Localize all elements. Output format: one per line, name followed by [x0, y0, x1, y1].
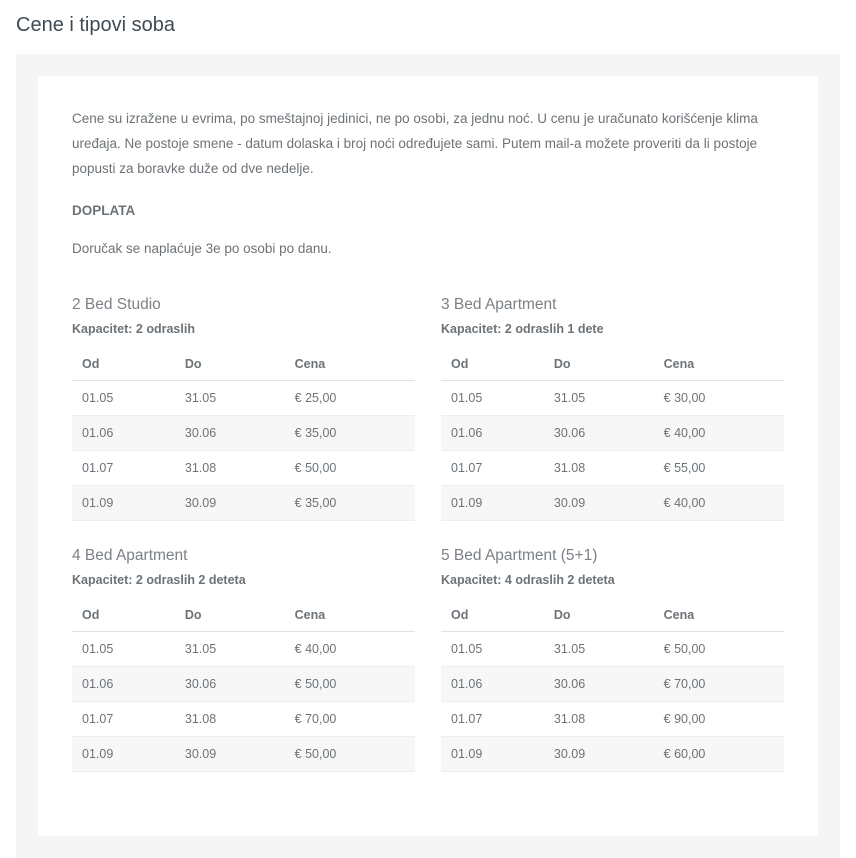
cell-cena: € 50,00 — [285, 451, 415, 486]
table-row — [441, 667, 784, 702]
column-header-cena: Cena — [654, 348, 784, 381]
column-header-cena: Cena — [285, 348, 415, 381]
cell-od: 01.05 — [441, 381, 544, 416]
cell-cena: € 40,00 — [654, 486, 784, 521]
cell-do: 31.08 — [175, 702, 285, 737]
cell-cena: € 50,00 — [285, 737, 415, 772]
cell-od: 01.05 — [72, 381, 175, 416]
table-row — [72, 737, 415, 772]
price-table-head — [441, 599, 784, 632]
table-row — [72, 381, 415, 416]
price-table — [72, 599, 415, 772]
cell-do: 30.06 — [544, 416, 654, 451]
cell-do: 30.09 — [175, 486, 285, 521]
breakfast-note: Doručak se naplaćuje 3e po osobi po danu. — [72, 241, 332, 256]
price-table — [72, 348, 415, 521]
table-row — [72, 667, 415, 702]
table-header-row — [72, 599, 415, 632]
cell-cena: € 40,00 — [654, 416, 784, 451]
surcharge-heading: DOPLATA — [72, 203, 136, 218]
cell-do: 31.05 — [175, 381, 285, 416]
cell-cena: € 70,00 — [285, 702, 415, 737]
cell-do: 31.05 — [544, 381, 654, 416]
intro-paragraph: Cene su izražene u evrima, po smeštajnoj jedinici, ne po osobi, za jednu noć. U cenu je uračunato korišćenje klima uređaja. Ne postoje smene - datum dolaska i broj noći određujete sami. Putem mail-a možete proveriti da li postoje popusti za boravke duže od dve nedelje. — [72, 111, 758, 176]
room-block — [72, 545, 415, 772]
room-capacity: Kapacitet: 4 odraslih 2 deteta — [441, 573, 615, 587]
table-header-row — [441, 348, 784, 381]
room-capacity: Kapacitet: 2 odraslih — [72, 322, 195, 336]
cell-do: 31.05 — [544, 632, 654, 667]
cell-od: 01.09 — [441, 486, 544, 521]
cell-do: 30.09 — [544, 737, 654, 772]
cell-do: 31.08 — [544, 451, 654, 486]
content-panel-outer — [16, 54, 840, 858]
column-header-od: Od — [441, 348, 544, 381]
table-row — [72, 416, 415, 451]
cell-do: 30.06 — [175, 667, 285, 702]
room-capacity: Kapacitet: 2 odraslih 2 deteta — [72, 573, 246, 587]
cell-od: 01.07 — [441, 451, 544, 486]
table-row — [72, 702, 415, 737]
room-title: 5 Bed Apartment (5+1) — [441, 547, 598, 564]
cell-od: 01.05 — [441, 632, 544, 667]
cell-od: 01.09 — [72, 737, 175, 772]
cell-od: 01.05 — [72, 632, 175, 667]
price-table-body — [441, 381, 784, 521]
table-row — [441, 416, 784, 451]
cell-do: 31.08 — [175, 451, 285, 486]
price-table-head — [441, 348, 784, 381]
table-header-row — [441, 599, 784, 632]
column-header-do: Do — [544, 348, 654, 381]
column-header-do: Do — [175, 348, 285, 381]
price-table-body — [72, 381, 415, 521]
room-block — [441, 545, 784, 772]
cell-do: 31.05 — [175, 632, 285, 667]
cell-cena: € 35,00 — [285, 486, 415, 521]
table-row — [441, 451, 784, 486]
table-header-row — [72, 348, 415, 381]
room-title: 2 Bed Studio — [72, 296, 161, 313]
cell-cena: € 50,00 — [285, 667, 415, 702]
cell-do: 30.09 — [544, 486, 654, 521]
room-block — [441, 294, 784, 521]
cell-od: 01.09 — [72, 486, 175, 521]
column-header-od: Od — [441, 599, 544, 632]
column-header-cena: Cena — [285, 599, 415, 632]
room-title: 3 Bed Apartment — [441, 296, 557, 313]
cell-od: 01.06 — [72, 416, 175, 451]
price-table — [441, 599, 784, 772]
room-grid — [72, 294, 784, 796]
table-row — [441, 702, 784, 737]
cell-od: 01.07 — [72, 451, 175, 486]
room-title: 4 Bed Apartment — [72, 547, 188, 564]
table-row — [72, 632, 415, 667]
cell-cena: € 60,00 — [654, 737, 784, 772]
cell-do: 31.08 — [544, 702, 654, 737]
price-table-head — [72, 599, 415, 632]
table-row — [441, 737, 784, 772]
cell-od: 01.06 — [441, 667, 544, 702]
room-capacity: Kapacitet: 2 odraslih 1 dete — [441, 322, 604, 336]
cell-cena: € 55,00 — [654, 451, 784, 486]
price-table-head — [72, 348, 415, 381]
cell-od: 01.07 — [441, 702, 544, 737]
table-row — [72, 451, 415, 486]
cell-do: 30.09 — [175, 737, 285, 772]
price-table-body — [72, 632, 415, 772]
cell-cena: € 35,00 — [285, 416, 415, 451]
cell-cena: € 30,00 — [654, 381, 784, 416]
column-header-do: Do — [175, 599, 285, 632]
price-table — [441, 348, 784, 521]
cell-od: 01.06 — [72, 667, 175, 702]
cell-od: 01.09 — [441, 737, 544, 772]
cell-do: 30.06 — [175, 416, 285, 451]
cell-cena: € 70,00 — [654, 667, 784, 702]
page-title: Cene i tipovi soba — [16, 14, 175, 36]
table-row — [72, 486, 415, 521]
cell-cena: € 90,00 — [654, 702, 784, 737]
room-block — [72, 294, 415, 521]
cell-cena: € 40,00 — [285, 632, 415, 667]
column-header-od: Od — [72, 599, 175, 632]
table-row — [441, 381, 784, 416]
table-row — [441, 632, 784, 667]
price-table-body — [441, 632, 784, 772]
content-panel-inner — [38, 76, 818, 836]
table-row — [441, 486, 784, 521]
cell-od: 01.07 — [72, 702, 175, 737]
cell-cena: € 50,00 — [654, 632, 784, 667]
cell-cena: € 25,00 — [285, 381, 415, 416]
column-header-od: Od — [72, 348, 175, 381]
cell-od: 01.06 — [441, 416, 544, 451]
column-header-do: Do — [544, 599, 654, 632]
column-header-cena: Cena — [654, 599, 784, 632]
cell-do: 30.06 — [544, 667, 654, 702]
